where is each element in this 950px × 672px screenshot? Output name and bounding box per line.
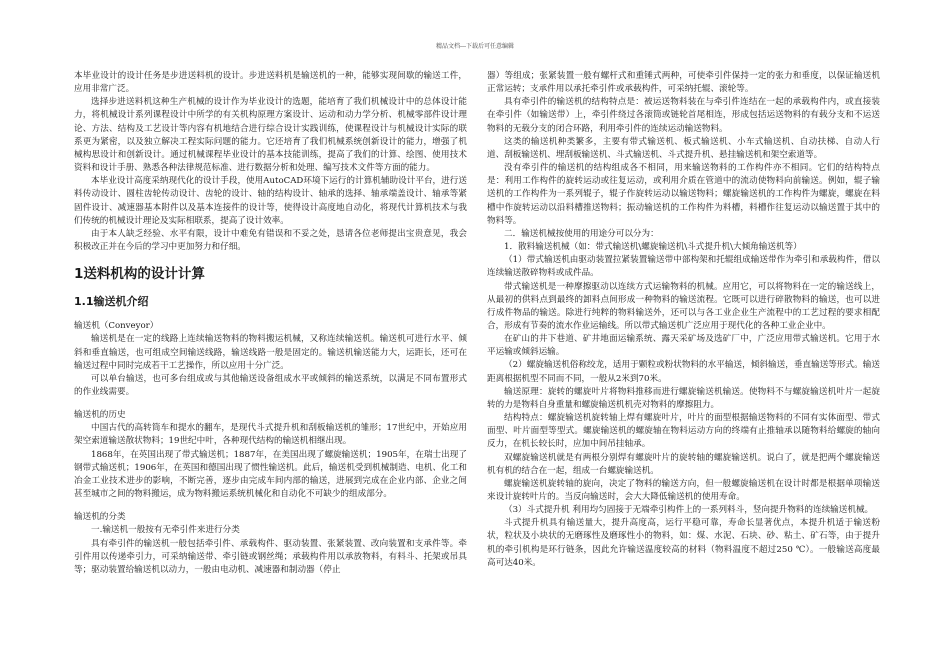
paragraph: 可以单台输送，也可多台组成或与其他输送设备组成水平或倾斜的输送系统，以满足不同布置形式的作业线需要。 <box>74 373 467 397</box>
paragraph: （2）螺旋输送机俗称绞龙，适用于颗粒或粉状物料的水平输送，倾斜输送，垂直输送等形式。输送距离根据机型不同而不同，一般从2米到70米。 <box>487 360 880 384</box>
paragraph: 一.输送机一般按有无牵引件来进行分类 <box>91 525 240 536</box>
paragraph: 具有牵引件的输送机一般包括牵引件、承载构件、驱动装置、张紧装置、改向装置和支承件等。牵引件用以传递牵引力，可采纳输送带、牵引链或钢丝绳；承载构件用以承放物料，有料斗、托架或吊具等；驱动装置给输送机以动力，一般由电动机、减速器和制动器（停止 <box>74 538 467 575</box>
paragraph: 由于本人缺乏经验、水平有限，设计中难免有错误和不妥之处，恳请各位老师提出宝贵意见，我会积极改正并在今后的学习中更加努力和仔细。 <box>74 228 467 253</box>
paragraph: 本毕业设计高度采纳现代化的设计手段，使用AutoCAD环境下运行的计算机辅助设计平台，进行送料传动设计、圆柱齿轮传动设计、齿轮的设计、轴的结构设计、轴承的选择、轴承端盖设计、轴承等紧固件设计、减速器基本附件以及基本连接件的设计等，使得设计高度地自动化，将现代计算机技术与我们传统的机械设计理论及实际相联系，提高了设计效率。 <box>74 176 467 226</box>
paragraph: （1）带式输送机由驱动装置拉紧装置输送带中部构架和托辊组成输送带作为牵引和承载构件，借以连续输送散碎物料或成件品。 <box>487 255 880 279</box>
right-column <box>487 70 880 570</box>
subsection-title: 输送机（Conveyor） <box>74 321 159 332</box>
paragraph: 结构特点：螺旋输送机旋转轴上焊有螺旋叶片，叶片的面型根据输送物料的不同有实体面型、带式面型、叶片面型等型式。螺旋输送机的螺旋轴在物料运动方向的终端有止推轴承以随物料给螺旋的轴向反力，在机长较长时，应加中间吊挂轴承。 <box>487 413 880 450</box>
paragraph: 器）等组成；张紧装置一般有螺杆式和重锤式两种，可使牵引件保持一定的张力和垂度，以保证输送机正常运转；支承件用以承托牵引件或承载构件，可采纳托辊、滚轮等。 <box>487 71 880 95</box>
paragraph: 本毕业设计的设计任务是步进送料机的设计。步进送料机是输送机的一种，能够实现间歇的输送工件，应用非常广泛。 <box>74 71 467 95</box>
subsection-title: 输送机的分类 <box>74 512 126 523</box>
section-heading: 1.1输送机介绍 <box>74 295 149 309</box>
paragraph: 斗式提升机具有输送量大，提升高度高，运行平稳可靠，寿命长显著优点，本提升机适于输送粉状，粒状及小块状的无磨琢性及磨琢性小的物料，如：煤、水泥、石块、砂、粘土、矿石等，由于提升机的牵引机构是环行链条，因此允许输送温度较高的材料（物料温度不超过250 ℃）。一般输送高度最高可达40米。 <box>487 518 880 568</box>
paragraph: 二．输送机械按使用的用途分可以分为： <box>504 228 659 239</box>
left-column <box>74 70 467 577</box>
paragraph: 带式输送机是一种摩擦驱动以连续方式运输物料的机械。应用它，可以将物料在一定的输送线上，从最初的供料点到最终的卸料点间形成一种物料的输送流程。它既可以进行碎散物料的输送，也可以进行成件物品的输送。除进行纯粹的物料输送外，还可以与各工业企业生产流程中的工艺过程的要求相配合，形成有节奏的流水作业运输线。所以带式输送机广泛应用于现代化的各种工业企业中。 <box>487 281 880 331</box>
paragraph: 在矿山的井下巷道、矿井地面运输系统、露天采矿场及选矿厂中，广泛应用带式输送机。它用于水平运输或倾斜运输。 <box>487 334 880 358</box>
paragraph: 中国古代的高转筒车和提水的翻车，是现代斗式提升机和刮板输送机的雏形；17世纪中，开始应用架空索道输送散状物料；19世纪中叶，各种现代结构的输送机相继出现。 <box>74 423 467 447</box>
paragraph: 选择步进送料机这种生产机械的设计作为毕业设计的选题，能培育了我们机械设计中的总体设计能力，将机械设计系列课程设计中所学的有关机构原理方案设计、运动和动力学分析、机械零部件设计理论、方法、结构及工艺设计等内容有机地结合进行综合设计实践训练，使课程设计与机械设计实际的联系更为紧密，以及独立解决工程实际问题的能力。它还培育了我们机械系统创新设计的能力，增强了机械构思设计和创新设计。通过机械课程毕业设计的基本技能训练，提高了我们的计算、绘图、使用技术资料和设计手册、熟悉各种法律规范标准、进行数据分析和处理、编写技术文件等方面的能力。 <box>74 97 467 174</box>
paragraph: 具有牵引件的输送机的结构特点是：被运送物料装在与牵引件连结在一起的承载构件内，或直接装在牵引件（如输送带）上，牵引件绕过各滚筒或链轮首尾相连，形成包括运送物料的有载分支和不运送物料的无载分支的闭合环路，利用牵引件的连续运动输送物料。 <box>487 97 880 134</box>
paragraph: 双螺旋输送机就是有两根分别焊有螺旋叶片的旋转轴的螺旋输送机。说白了，就是把两个螺旋输送机有机的结合在一起，组成一台螺旋输送机。 <box>487 452 880 476</box>
paragraph: 1．散料输送机械（如：带式输送机\螺旋输送机\斗式提升机\大倾角输送机等） <box>504 242 802 253</box>
paragraph: 这类的输送机种类繁多，主要有带式输送机、板式输送机、小车式输送机、自动扶梯、自动人行道、刮板输送机、埋刮板输送机、斗式输送机、斗式提升机、悬挂输送机和架空索道等。 <box>487 136 880 160</box>
paragraph: （3）斗式提升机 利用均匀固接于无端牵引构件上的一系列料斗，竖向提升物料的连续输送机械。 <box>504 505 874 516</box>
chapter-heading: 1送料机构的设计计算 <box>74 266 205 283</box>
paragraph: 螺旋输送机旋转轴的旋向，决定了物料的输送方向，但一般螺旋输送机在设计时都是根据单项输送来设计旋转叶片的。当反向输送时，会大大降低输送机的使用寿命。 <box>487 478 880 502</box>
paragraph: 输送机是在一定的线路上连续输送物料的物料搬运机械，又称连续输送机。输送机可进行水平、倾斜和垂直输送，也可组成空间输送线路，输送线路一般是固定的。输送机输送能力大，运距长，还可在输送过程中同时完成若干工艺操作，所以应用十分广泛。 <box>74 334 467 371</box>
page-header: 精品文档---下载后可任意编辑 <box>435 43 515 50</box>
subsection-title: 输送机的历史 <box>74 410 126 421</box>
paragraph: 没有牵引件的输送机的结构组成各不相同，用来输送物料的工作构件亦不相同。它们的结构特点是：利用工作构件的旋转运动或往复运动，或利用介质在管道中的流动使物料向前输送。例如，辊子输送机的工作构件为一系列辊子，辊子作旋转运动以输送物料；螺旋输送机的工作构件为螺旋，螺旋在料槽中作旋转运动以沿料槽推送物料；振动输送机的工作构件为料槽，料槽作往复运动以输送置于其中的物料等。 <box>487 163 880 226</box>
paragraph: 输送原理：旋转的螺旋叶片将物料推移而进行螺旋输送机输送。使物料不与螺旋输送机叶片一起旋转的力是物料自身重量和螺旋输送机机壳对物料的摩擦阻力。 <box>487 386 880 410</box>
paragraph: 1868年，在英国出现了带式输送机；1887年，在美国出现了螺旋输送机；1905年，在瑞士出现了钢带式输送机；1906年，在英国和德国出现了惯性输送机。此后，输送机受到机械制造、电机、化工和冶金工业技术进步的影响，不断完善，逐步由完成车间内部的输送，进展到完成在企业内部、企业之间甚至城市之间的物料搬运，成为物料搬运系统机械化和自动化不可缺少的组成部分。 <box>74 449 467 500</box>
